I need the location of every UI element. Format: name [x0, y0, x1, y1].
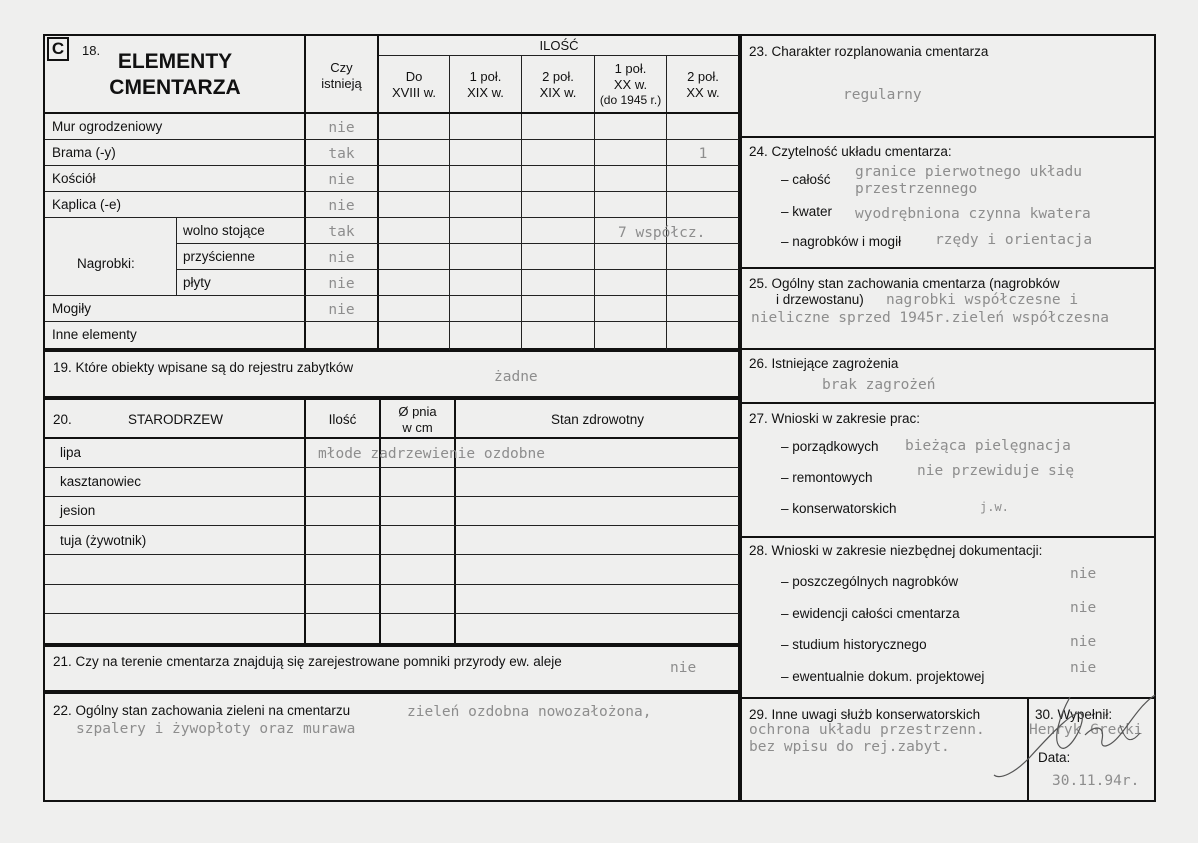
col-header: Do — [405, 69, 423, 84]
q27-label: 27. Wnioski w zakresie prac: — [749, 411, 921, 426]
section-number: 18. — [82, 43, 101, 58]
q25-value-2: nieliczne sprzed 1945r.zieleń współczesna — [751, 310, 1109, 326]
q29-value-2: bez wpisu do rej.zabyt. — [749, 739, 950, 755]
divider — [45, 295, 739, 296]
divider — [521, 56, 522, 350]
q20-title: STARODRZEW — [128, 412, 223, 427]
divider — [379, 398, 381, 645]
q28-label: 28. Wnioski w zakresie niezbędnej dokumentacji: — [749, 543, 1043, 558]
tree-row-label: tuja (żywotnik) — [60, 533, 147, 548]
divider — [45, 321, 739, 322]
exists-value: nie — [328, 302, 355, 318]
exists-value: nie — [328, 198, 355, 214]
divider — [740, 536, 1156, 538]
q20-col-pnia: Ø pnia — [398, 404, 437, 419]
q25-label-2: i drzewostanu) — [776, 292, 864, 307]
q22-label: 22. Ogólny stan zachowania zieleni na cmentarzu — [53, 703, 351, 718]
q20-col-stan: Stan zdrowotny — [550, 412, 645, 427]
divider — [666, 56, 667, 350]
exists-value: nie — [328, 250, 355, 266]
q29-value: ochrona układu przestrzenn. — [749, 722, 985, 738]
col-header: XIX w. — [539, 85, 577, 100]
col-header: (do 1945 r.) — [599, 93, 662, 107]
q28-a-value: nie — [1070, 566, 1097, 582]
divider — [177, 243, 739, 244]
signature — [990, 685, 1160, 785]
q19-value: żadne — [494, 369, 538, 385]
q23-value: regularny — [843, 87, 922, 103]
row-label: wolno stojące — [183, 223, 265, 238]
q28-a: – poszczególnych nagrobków — [781, 574, 959, 589]
nagrobki-label: Nagrobki: — [77, 256, 135, 271]
q25-label: 25. Ogólny stan zachowania cmentarza (nagrobków — [749, 276, 1060, 291]
col-header: 1 poł. — [469, 69, 502, 84]
exists-value: nie — [328, 172, 355, 188]
divider — [740, 348, 1156, 350]
col-header: 2 poł. — [687, 69, 719, 84]
col-header: 1 poł. — [614, 61, 647, 76]
row-label: przyścienne — [183, 249, 256, 264]
row-label: Mur ogrodzeniowy — [52, 119, 163, 134]
exists-value: nie — [328, 120, 355, 136]
col-exists-header: Czy — [330, 60, 353, 75]
q28-d-value: nie — [1070, 660, 1097, 676]
divider — [454, 398, 456, 645]
divider — [740, 136, 1156, 138]
divider — [45, 496, 739, 497]
divider — [449, 56, 450, 350]
tree-row-label: kasztanowiec — [60, 474, 142, 489]
q24-label: 24. Czytelność układu cmentarza: — [749, 144, 952, 159]
exists-value: nie — [328, 276, 355, 292]
divider — [45, 467, 739, 468]
section-letter-box: C — [47, 37, 69, 61]
col-header: XX w. — [613, 77, 648, 92]
tree-row-label: lipa — [60, 445, 82, 460]
divider — [45, 613, 739, 614]
col-header: XX w. — [686, 85, 720, 100]
divider — [176, 217, 177, 295]
q27-b-value: nie przewiduje się — [917, 463, 1075, 479]
q27-b: – remontowych — [781, 470, 873, 485]
q28-b-value: nie — [1070, 600, 1097, 616]
q27-c-value: j.w. — [980, 500, 1009, 514]
q27-a: – porządkowych — [781, 439, 879, 454]
q26-value: brak zagrożeń — [822, 377, 936, 393]
divider — [45, 165, 739, 166]
q26-label: 26. Istniejące zagrożenia — [749, 356, 899, 371]
q27-c: – konserwatorskich — [781, 501, 897, 516]
q19-label: 19. Które obiekty wpisane są do rejestru zabytków — [53, 360, 354, 375]
divider — [177, 269, 739, 270]
row-label: Kaplica (-e) — [52, 197, 122, 212]
row-label: Mogiły — [52, 301, 92, 316]
q25-value: nagrobki współczesne i — [886, 292, 1079, 308]
divider — [45, 217, 739, 218]
divider — [45, 191, 739, 192]
q24-nagrobkow: – nagrobków i mogił — [781, 234, 902, 249]
q24-calosc: – całość — [781, 172, 831, 187]
q24-kwater: – kwater — [781, 204, 833, 219]
exists-value: tak — [328, 146, 355, 162]
row-label: Inne elementy — [52, 327, 137, 342]
count-note: 7 współcz. — [618, 225, 706, 241]
tree-note: młode zadrzewienie ozdobne — [318, 446, 545, 462]
divider — [304, 398, 306, 645]
divider — [45, 525, 739, 526]
col-header: XIX w. — [467, 85, 504, 100]
q24-calosc-value: granice pierwotnego układu — [855, 164, 1082, 180]
divider — [45, 554, 739, 555]
row-label: płyty — [183, 275, 211, 290]
tree-row-label: jesion — [60, 503, 96, 518]
row-label: Kościół — [52, 171, 96, 186]
divider — [45, 584, 739, 585]
trees-table — [43, 398, 740, 645]
col-header: XVIII w. — [391, 85, 437, 100]
q27-a-value: bieżąca pielęgnacja — [905, 438, 1071, 454]
divider — [43, 437, 740, 439]
ilosc-header: ILOŚĆ — [539, 38, 579, 53]
divider — [740, 402, 1156, 404]
q29-label: 29. Inne uwagi służb konserwatorskich — [749, 707, 981, 722]
q20-col-ilosc: Ilość — [328, 412, 357, 427]
q22-value-2: szpalery i żywopłoty oraz murawa — [76, 721, 356, 737]
q30-date: 30.11.94r. — [1052, 773, 1140, 789]
divider — [45, 139, 739, 140]
col-header: 2 poł. — [542, 69, 574, 84]
section-title-line1: ELEMENTY — [117, 50, 233, 73]
section-title-line2: CMENTARZA — [109, 76, 241, 99]
q24-calosc-value-2: przestrzennego — [855, 181, 978, 197]
q24-kwater-value: wyodrębniona czynna kwatera — [855, 206, 1091, 222]
exists-value: tak — [328, 224, 355, 240]
q21-value: nie — [670, 660, 697, 676]
divider — [379, 55, 739, 56]
q23-label: 23. Charakter rozplanowania cmentarza — [749, 44, 989, 59]
q30-name: Henryk Grecki — [1029, 722, 1143, 738]
q20-col-pnia-2: w cm — [402, 420, 433, 435]
divider — [740, 267, 1156, 269]
q22-value: zieleń ozdobna nowozałożona, — [407, 704, 652, 720]
q24-nagrobkow-value: rzędy i orientacja — [935, 232, 1093, 248]
count-value: 1 — [698, 146, 708, 162]
row-label: Brama (-y) — [52, 145, 116, 160]
q30-label: 30. Wypełnił: — [1035, 707, 1113, 722]
q28-d: – ewentualnie dokum. projektowej — [781, 669, 985, 684]
q30-date-label: Data: — [1038, 750, 1071, 765]
q21-label: 21. Czy na terenie cmentarza znajdują się zarejestrowane pomniki przyrody ew. aleje — [53, 654, 562, 669]
col-exists-header-2: istnieją — [321, 76, 362, 91]
divider — [43, 112, 740, 114]
q20-number: 20. — [53, 412, 72, 427]
q28-c: – studium historycznego — [781, 637, 927, 652]
q28-c-value: nie — [1070, 634, 1097, 650]
q28-b: – ewidencji całości cmentarza — [781, 606, 960, 621]
